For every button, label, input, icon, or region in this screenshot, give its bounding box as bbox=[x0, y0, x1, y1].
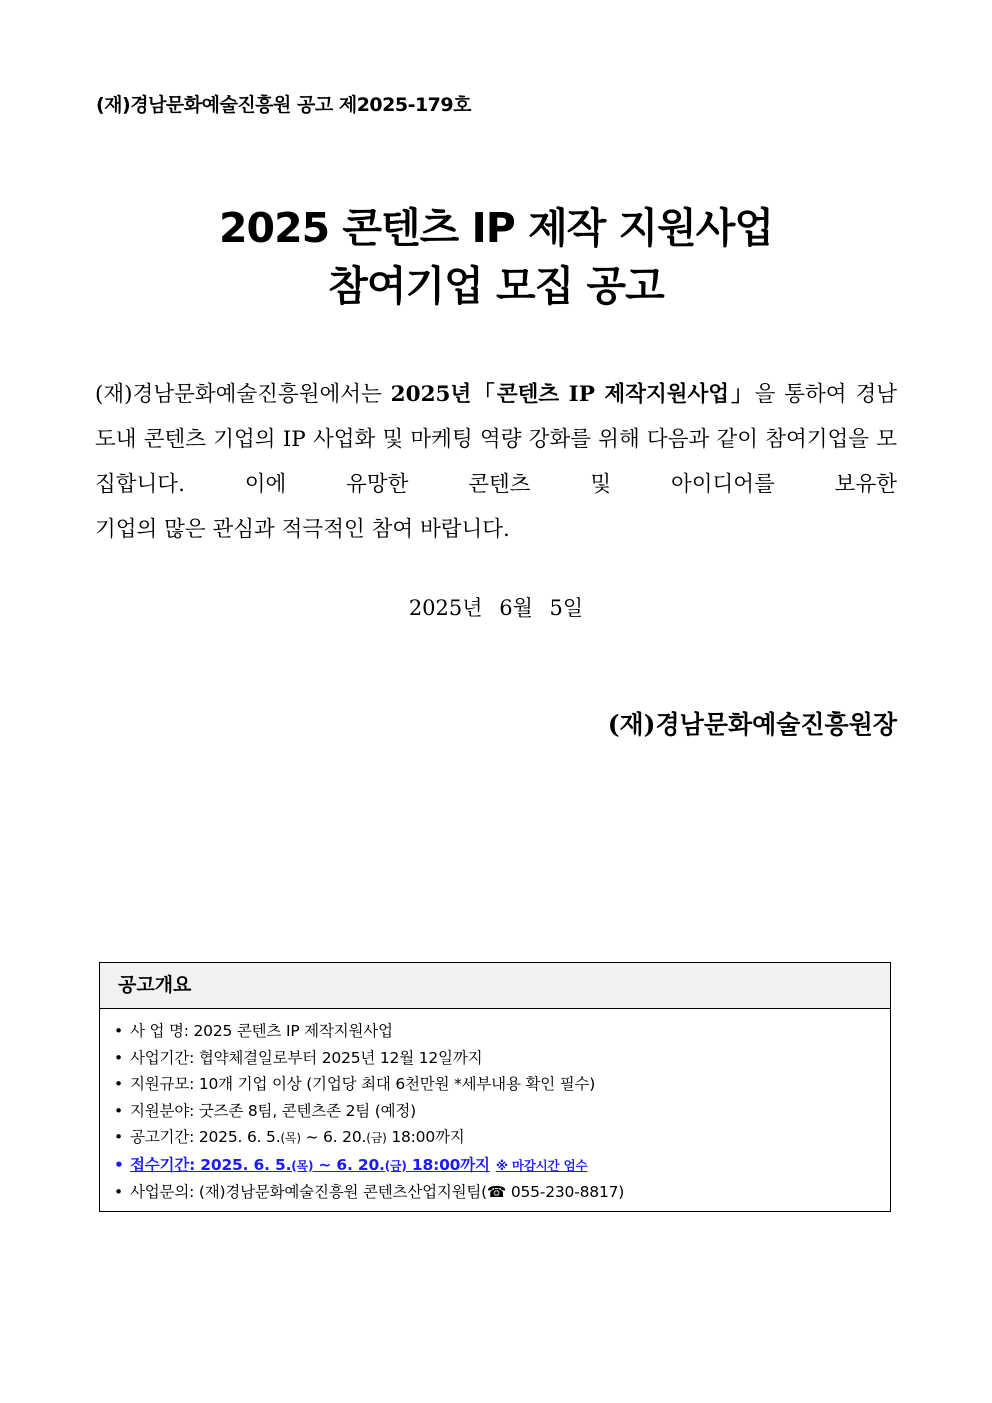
page-title-line2: 참여기업 모집 공고 bbox=[328, 262, 664, 310]
summary-item-field: • 지원분야: 굿즈존 8팀, 콘텐츠존 2팀 (예정) bbox=[114, 1098, 890, 1125]
body-text-2: 기업의 많은 관심과 적극적인 참여 바랍니다. bbox=[95, 517, 510, 542]
summary-item-receipt-period: • 접수기간: 2025. 6. 5.(목) ~ 6. 20.(금) 18:00까지 ※ 마감시간 엄수 bbox=[114, 1152, 890, 1180]
summary-item-scale: • 지원규모: 10개 기업 이상 (기업당 최대 6천만원 *세부내용 확인 필수) bbox=[114, 1071, 890, 1098]
bullet-icon: • bbox=[114, 1183, 123, 1201]
body-text-1: 을 통하여 경남 도내 콘텐츠 기업의 IP 사업화 및 마케팅 역량 강화를 위해 다음과 같이 참여기업을 모집합니다. 이에 유망한 콘텐츠 및 아이디어를 보유한 bbox=[95, 382, 897, 497]
issuer-name: (재)경남문화예술진흥원장 bbox=[607, 710, 897, 739]
page-title-line1: 2025 콘텐츠 IP 제작 지원사업 bbox=[219, 204, 773, 252]
bullet-icon: • bbox=[114, 1101, 123, 1120]
bullet-icon: • bbox=[114, 1075, 123, 1093]
summary-list bbox=[100, 1009, 890, 1206]
summary-heading: 공고개요 bbox=[100, 963, 890, 1009]
summary-item-announce-period: • 공고기간: 2025. 6. 5.(목) ~ 6. 20.(금) 18:00까지 bbox=[114, 1124, 890, 1152]
deadline-note: ※ 마감시간 엄수 bbox=[495, 1157, 588, 1173]
summary-item-period: • 사업기간: 협약체결일로부터 2025년 12월 12일까지 bbox=[114, 1045, 890, 1072]
summary-box bbox=[99, 962, 891, 1212]
summary-item-program: • 사 업 명: 2025 콘텐츠 IP 제작지원사업 bbox=[114, 1018, 890, 1045]
announcement-date: 2025년 6월 5일 bbox=[408, 596, 584, 620]
bullet-icon: • bbox=[114, 1048, 123, 1067]
notice-number: (재)경남문화예술진흥원 공고 제2025-179호 bbox=[96, 94, 471, 116]
body-program-name: 2025년「콘텐츠 IP 제작지원사업」 bbox=[390, 382, 755, 407]
bullet-icon: • bbox=[114, 1155, 124, 1174]
bullet-icon: • bbox=[114, 1022, 123, 1040]
announcement-body bbox=[95, 372, 897, 552]
bullet-icon: • bbox=[114, 1128, 123, 1146]
summary-item-inquiry: • 사업문의: (재)경남문화예술진흥원 콘텐츠산업지원팀(☎ 055-230-8817) bbox=[114, 1179, 890, 1206]
body-intro: (재)경남문화예술진흥원에서는 bbox=[95, 382, 391, 407]
